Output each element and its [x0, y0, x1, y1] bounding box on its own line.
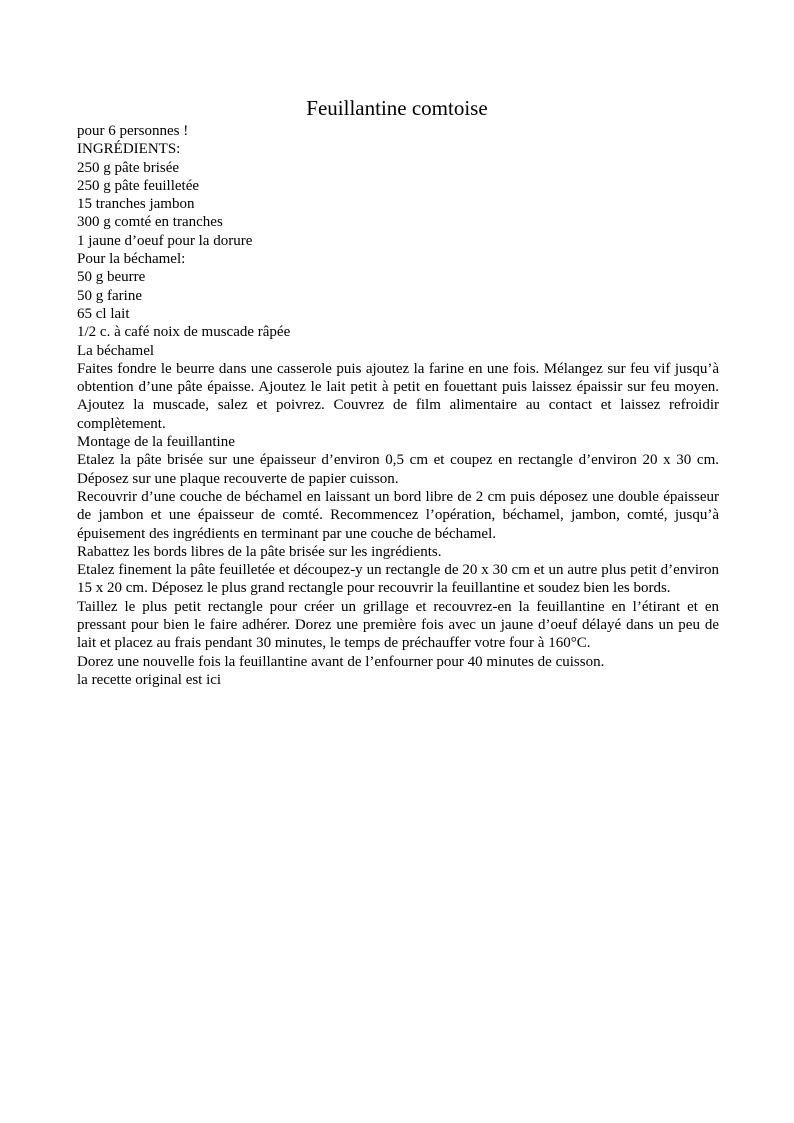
recipe-title: Feuillantine comtoise	[306, 96, 488, 120]
recipe-body	[77, 122, 719, 689]
bechamel-ingredients-heading: Pour la béchamel:	[77, 251, 186, 268]
montage-step: Etalez la pâte brisée sur une épaisseur d’environ 0,5 cm et coupez en rectangle d’environ 20 x 30 cm. Déposez sur une plaque recouverte de papier cuisson.	[77, 452, 719, 487]
ingredient-item: 250 g pâte feuilletée	[77, 177, 200, 194]
ingredient-item: 50 g beurre	[77, 269, 146, 286]
montage-step: Recouvrir d’une couche de béchamel en laissant un bord libre de 2 cm puis déposez une double épaisseur de jambon et une épaisseur de comté. Recommencez l’opération, béchamel, jambon, comté, jusqu’à épuisement des ingrédients en terminant par une couche de béchamel.	[77, 488, 719, 542]
ingredient-item: 65 cl lait	[77, 305, 130, 322]
ingredient-item: 1 jaune d’oeuf pour la dorure	[77, 232, 253, 249]
source-line: la recette original est ici	[77, 671, 222, 688]
bechamel-heading: La béchamel	[77, 342, 155, 359]
montage-step: Taillez le plus petit rectangle pour créer un grillage et recouvrez-en la feuillantine en l’étirant et en pressant pour bien le faire adhérer. Dorez une première fois avec un jaune d’oeuf délayé dans un peu de lait et placez au frais pendant 30 minutes, le temps de préchauffer votre four à 160°C.	[77, 598, 719, 652]
ingredient-item: 250 g pâte brisée	[77, 159, 180, 176]
ingredient-item: 1/2 c. à café noix de muscade râpée	[77, 324, 291, 341]
bechamel-instructions: Faites fondre le beurre dans une casserole puis ajoutez la farine en une fois. Mélangez sur feu vif jusqu’à obtention d’une pâte épaisse. Ajoutez le lait petit à petit en fouettant puis laissez épaissir sur feu moyen. Ajoutez la muscade, salez et poivrez. Couvrez de film alimentaire au contact et laissez refroidir complètement.	[77, 360, 719, 432]
ingredient-item: 50 g farine	[77, 287, 142, 304]
servings-line: pour 6 personnes !	[77, 123, 189, 139]
montage-step: Dorez une nouvelle fois la feuillantine avant de l’enfourner pour 40 minutes de cuisson.	[77, 653, 605, 670]
ingredient-item: 15 tranches jambon	[77, 196, 195, 213]
ingredient-item: 300 g comté en tranches	[77, 214, 223, 231]
ingredients-heading: INGRÉDIENTS:	[77, 141, 181, 158]
montage-heading: Montage de la feuillantine	[77, 434, 235, 451]
montage-step: Rabattez les bords libres de la pâte brisée sur les ingrédients.	[77, 543, 442, 560]
montage-step: Etalez finement la pâte feuilletée et découpez-y un rectangle de 20 x 30 cm et un autre plus petit d’environ 15 x 20 cm. Déposez le plus grand rectangle pour recouvrir la feuillantine et soudez bien les bords.	[77, 562, 719, 597]
